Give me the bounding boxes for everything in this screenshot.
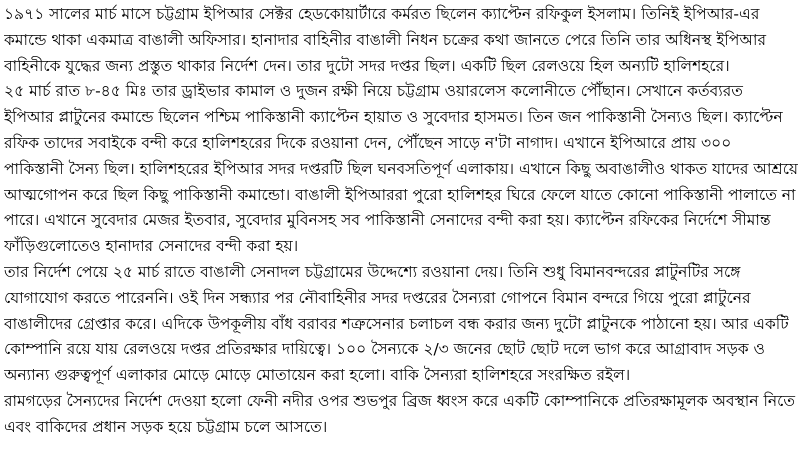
text-line: ২৫ মার্চ রাত ৮-৪৫ মিঃ তার ড্রাইভার কামাল ও দুজন রক্ষী নিয়ে চট্টগ্রাম ওয়ারলেস কলোনীতে পৌঁছান। সেখানে কর্তব্যরত (4, 82, 743, 101)
text-line: যোগাযোগ করতে পারেননি। ওই দিন সন্ধ্যার পর নৌবাহিনীর সদর দপ্তরের সৈন্যরা গোপনে বিমান বন্দরে গিয়ে পুরো প্লাটুনের (4, 288, 751, 307)
text-line: রামগড়ের সৈন্যদের নির্দেশ দেওয়া হলো ফেনী নদীর ওপর শুভপুর ব্রিজ ধ্বংস করে একটি কোম্পানিকে প্রতিরক্ষামূলক অবস্থান নিতে (4, 391, 796, 410)
text-line: বাহিনীকে যুদ্ধের জন্য প্রস্তুত থাকার নির্দেশ দেন। তার দুটো সদর দপ্তর ছিল। একটি ছিল রেলওয়ে হিল অন্যটি হালিশহরে। (4, 56, 730, 75)
document-body (4, 2, 798, 441)
text-line: পাকিস্তানী সৈন্য ছিল। হালিশহরের ইপিআর সদর দপ্তরটি ছিল ঘনবসতিপূর্ণ এলাকায়। এখানে কিছু অবাঙালীও থাকত যাদের আশ্রয়ে (4, 159, 798, 178)
text-line: ইপিআর প্লাটুনের কমান্ডে ছিলেন পশ্চিম পাকিস্তানী ক্যাপ্টেন হায়াত ও সুবেদার হাসমত। তিন জন পাকিস্তানী সৈন্যও ছিল। ক্যাপ্টেন (4, 108, 783, 127)
text-line: রফিক তাদের সবাইকে বন্দী করে হালিশহরের দিকে রওয়ানা দেন, পৌঁছেন সাড়ে ন'টা নাগাদ। এখানে ইপিআরে প্রায় ৩০০ (4, 133, 732, 152)
text-line: ১৯৭১ সালের মার্চ মাসে চট্টগ্রাম ইপিআর সেক্টর হেডকোয়ার্টারে কর্মরত ছিলেন ক্যাপ্টেন রফিকুল ইসলাম। তিনিই ইপিআর-এর (4, 5, 760, 23)
text-line: পারে। এখানে সুবেদার মেজর ইতবার, সুবেদার মুবিনসহ সব পাকিস্তানী সেনাদের বন্দী করা হয়। ক্যাপ্টেন রফিকের নির্দেশে সীমান্ত (4, 211, 771, 230)
text-line: অন্যান্য গুরুত্বপূর্ণ এলাকার মোড়ে মোড়ে মোতায়েন করা হলো। বাকি সৈন্যরা হালিশহরে সংরক্ষিত রইল। (4, 366, 631, 385)
text-line: বাঙালীদের গ্রেপ্তার করে। এদিকে উপকূলীয় বাঁধ বরাবর শত্রুসেনার চলাচল বন্ধ করার জন্য দুটো প্লাটুনকে পাঠানো হয়। আর একটি (4, 314, 789, 333)
text-line: ফাঁড়িগুলোতেও হানাদার সেনাদের বন্দী করা হয়। (4, 237, 299, 256)
text-line: কমান্ডে থাকা একমাত্র বাঙালী অফিসার। হানাদার বাহিনীর বাঙালী নিধন চক্রের কথা জানতে পেরে তিনি তার অধিনস্থ ইপিআর (4, 30, 766, 49)
text-line: কোম্পানি রয়ে যায় রেলওয়ে দপ্তর প্রতিরক্ষার দায়িত্বে। ১০০ সৈন্যকে ২/৩ জনের ছোট ছোট দলে ভাগ করে আগ্রাবাদ সড়ক ও (4, 340, 765, 359)
text-line: আত্মগোপন করে ছিল কিছু পাকিস্তানী কমান্ডো। বাঙালী ইপিআররা পুরো হালিশহর ঘিরে ফেলে যাতে কোনো পাকিস্তানী পালাতে না (4, 185, 796, 204)
text-line: এবং বাকিদের প্রধান সড়ক হয়ে চট্টগ্রাম চলে আসতে। (4, 417, 328, 436)
text-line: তার নির্দেশ পেয়ে ২৫ মার্চ রাতে বাঙালী সেনাদল চট্টগ্রামের উদ্দেশ্যে রওয়ানা দেয়। তিনি শুধু বিমানবন্দরের প্লাটুনটির সঙ্গে (4, 262, 741, 281)
